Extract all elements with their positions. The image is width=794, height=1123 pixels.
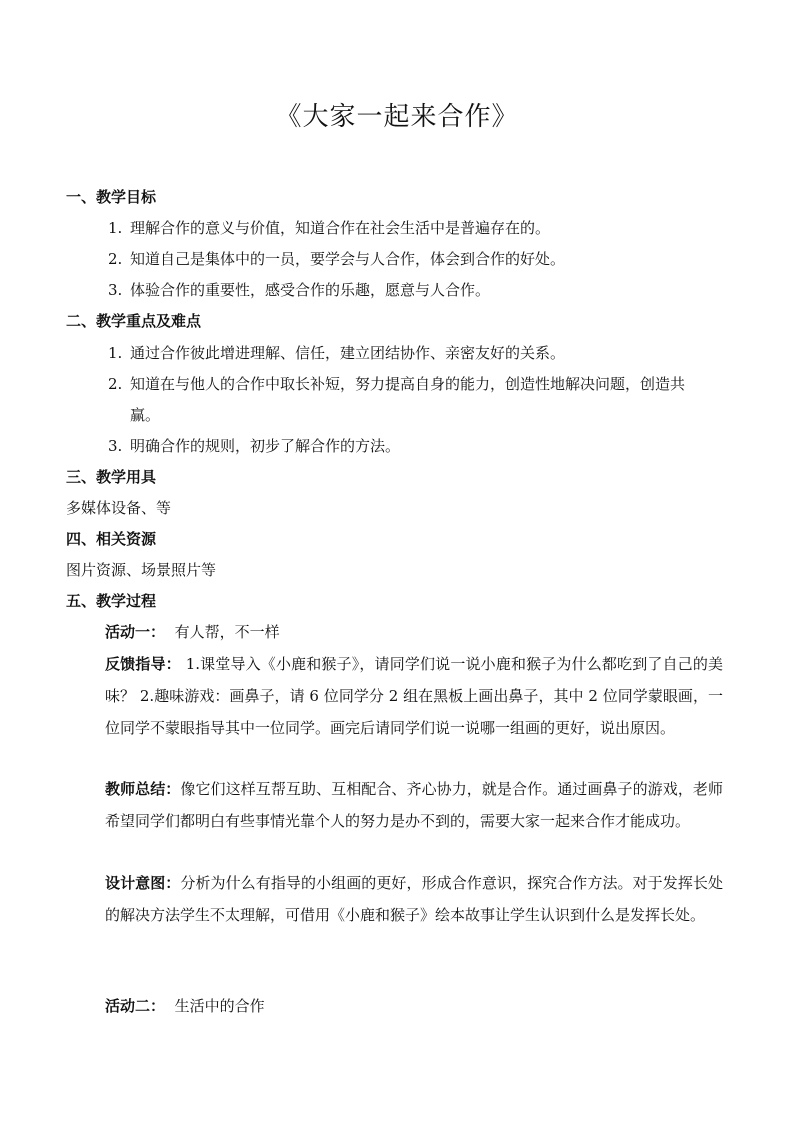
list-number: 2. <box>108 250 123 268</box>
list-item <box>108 280 490 300</box>
list-number: 2. <box>108 375 123 393</box>
section-heading-tools: 三、教学用具 <box>66 468 157 486</box>
section-body-tools: 多媒体设备、等 <box>66 499 172 517</box>
section-heading-objectives: 一、教学目标 <box>66 188 157 206</box>
section-heading-resources: 四、相关资源 <box>66 530 157 548</box>
intent-paragraph <box>105 867 723 931</box>
list-number: 3. <box>108 437 123 455</box>
list-text: 知道自己是集体中的一员，要学会与人合作，体会到合作的好处。 <box>130 250 566 268</box>
activity-text: 有人帮，不一样 <box>174 623 280 641</box>
section-heading-key-points: 二、教学重点及难点 <box>66 312 202 330</box>
list-item <box>108 218 550 238</box>
summary-paragraph <box>105 773 723 837</box>
section-body-resources: 图片资源、场景照片等 <box>66 561 217 579</box>
document-title: 《大家一起来合作》 <box>275 102 519 132</box>
activity-text: 生活中的合作 <box>174 997 265 1015</box>
activity-one <box>105 622 280 642</box>
list-item <box>108 374 685 394</box>
list-item <box>108 436 400 456</box>
paragraph-label: 设计意图： <box>105 874 181 892</box>
section-heading-process: 五、教学过程 <box>66 592 157 610</box>
paragraph-text: 像它们这样互帮互助、互相配合、齐心协力，就是合作。通过画鼻子的游戏，老师希望同学们都明白有些事情光靠个人的努力是办不到的，需要大家一起来合作才能成功。 <box>105 780 723 830</box>
list-text: 通过合作彼此增进理解、信任，建立团结协作、亲密友好的关系。 <box>130 344 566 362</box>
paragraph-text: 1.课堂导入《小鹿和猴子》，请同学们说一说小鹿和猴子为什么都吃到了自己的美味？ 2.趣味游戏：画鼻子，请 6 位同学分 2 组在黑板上画出鼻子，其中 2 位同学蒙眼画，一位同学不蒙眼指导其中一位同学。画完后请同学们说一说哪一组画的更好，说出原因。 <box>105 655 723 737</box>
activity-label: 活动二： <box>105 997 166 1015</box>
activity-two <box>105 996 265 1016</box>
paragraph-text: 分析为什么有指导的小组画的更好，形成合作意识，探究合作方法。对于发挥长处的解决方法学生不太理解，可借用《小鹿和猴子》绘本故事让学生认识到什么是发挥长处。 <box>105 874 723 924</box>
list-text: 明确合作的规则，初步了解合作的方法。 <box>130 437 401 455</box>
list-item <box>108 249 565 269</box>
paragraph-label: 反馈指导： <box>105 655 181 673</box>
list-text: 体验合作的重要性，感受合作的乐趣，愿意与人合作。 <box>130 281 491 299</box>
paragraph-label: 教师总结： <box>105 780 181 798</box>
list-item <box>108 343 565 363</box>
list-number: 3. <box>108 281 123 299</box>
list-number: 1. <box>108 344 123 362</box>
list-text: 知道在与他人的合作中取长补短，努力提高自身的能力，创造性地解决问题，创造共 <box>130 375 686 393</box>
activity-label: 活动一： <box>105 623 166 641</box>
feedback-paragraph <box>105 648 723 744</box>
list-number: 1. <box>108 219 123 237</box>
list-text: 理解合作的意义与价值，知道合作在社会生活中是普遍存在的。 <box>130 219 551 237</box>
list-item-continuation: 赢。 <box>130 406 161 424</box>
